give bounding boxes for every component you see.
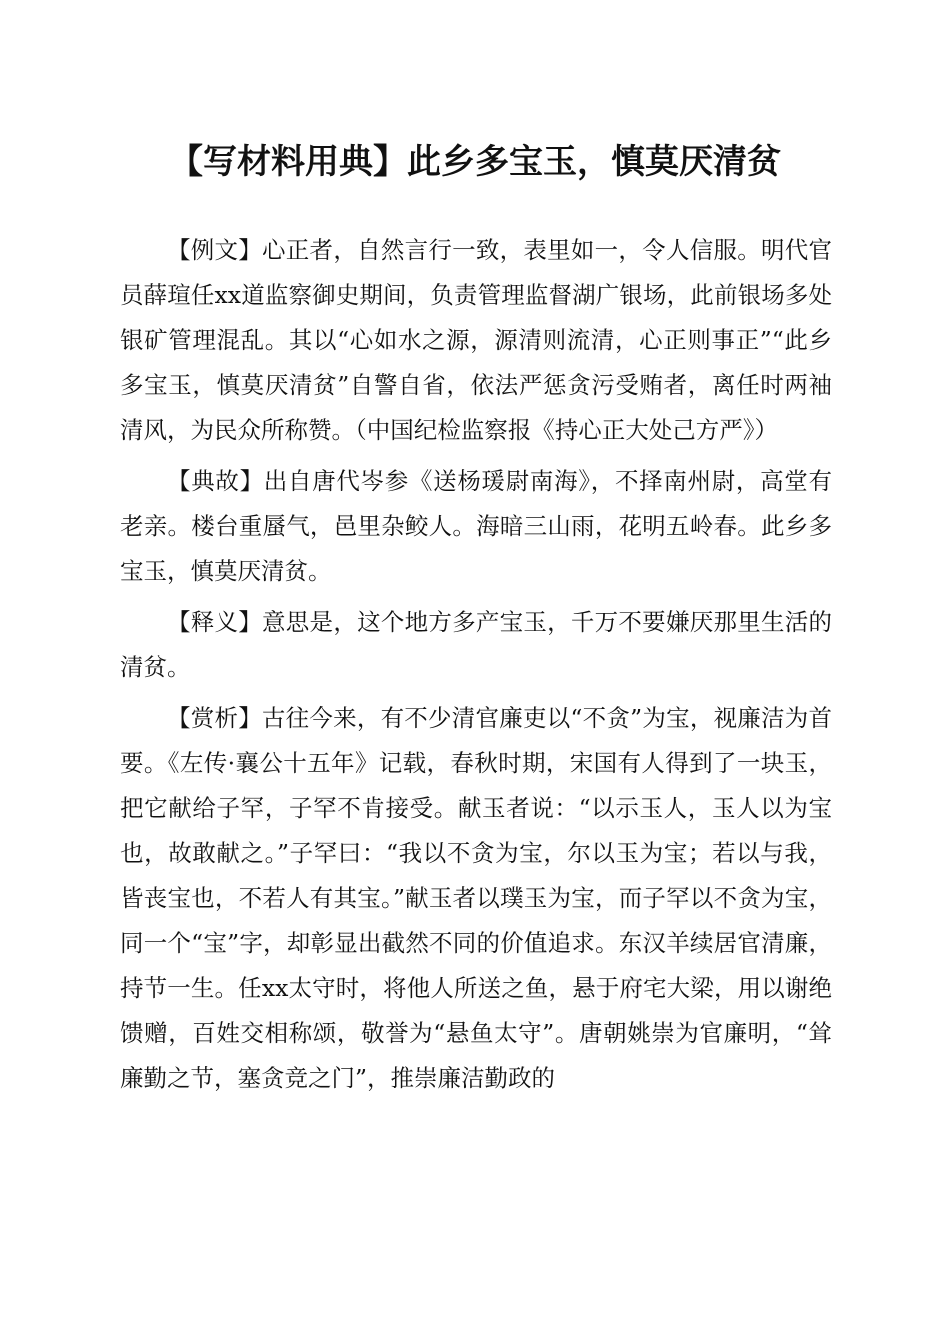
paragraph-meaning: 【释义】意思是，这个地方多产宝玉，千万不要嫌厌那里生活的清贫。	[120, 608, 832, 681]
document-body	[120, 228, 832, 1107]
paragraph-appreciation: 【赏析】古往今来，有不少清官廉吏以“不贪”为宝，视廉洁为首要。《左传·襄公十五年》记载，春秋时期，宋国有人得到了一块玉，把它献给子罕，子罕不肯接受。献玉者说：“以示玉人，玉人以为宝也，故敢献之。”子罕曰：“我以不贪为宝，尔以玉为宝；若以与我，皆丧宝也，不若人有其宝。”献玉者以璞玉为宝，而子罕以不贪为宝，同一个“宝”字，却彰显出截然不同的价值追求。东汉羊续居官清廉，持节一生。任xx太守时，将他人所送之鱼，悬于府宅大梁，用以谢绝馈赠，百姓交相称颂，敬誉为“悬鱼太守”。唐朝姚崇为官廉明，“耸廉勤之节，塞贪竞之门”，推崇廉洁勤政的	[120, 704, 832, 1092]
paragraph-allusion: 【典故】出自唐代岑参《送杨瑗尉南海》，不择南州尉，高堂有老亲。楼台重蜃气，邑里杂鲛人。海暗三山雨，花明五岭春。此乡多宝玉，慎莫厌清贫。	[120, 467, 832, 585]
document-title: 【写材料用典】此乡多宝玉，慎莫厌清贫	[169, 142, 781, 182]
paragraph-example: 【例文】心正者，自然言行一致，表里如一，令人信服。明代官员薛瑄任xx道监察御史期间，负责管理监督湖广银场，此前银场多处银矿管理混乱。其以“心如水之源，源清则流清，心正则事正”“此乡多宝玉，慎莫厌清贫”自警自省，依法严惩贪污受贿者，离任时两袖清风，为民众所称赞。（中国纪检监察报《持心正大处己方严》）	[120, 236, 832, 444]
